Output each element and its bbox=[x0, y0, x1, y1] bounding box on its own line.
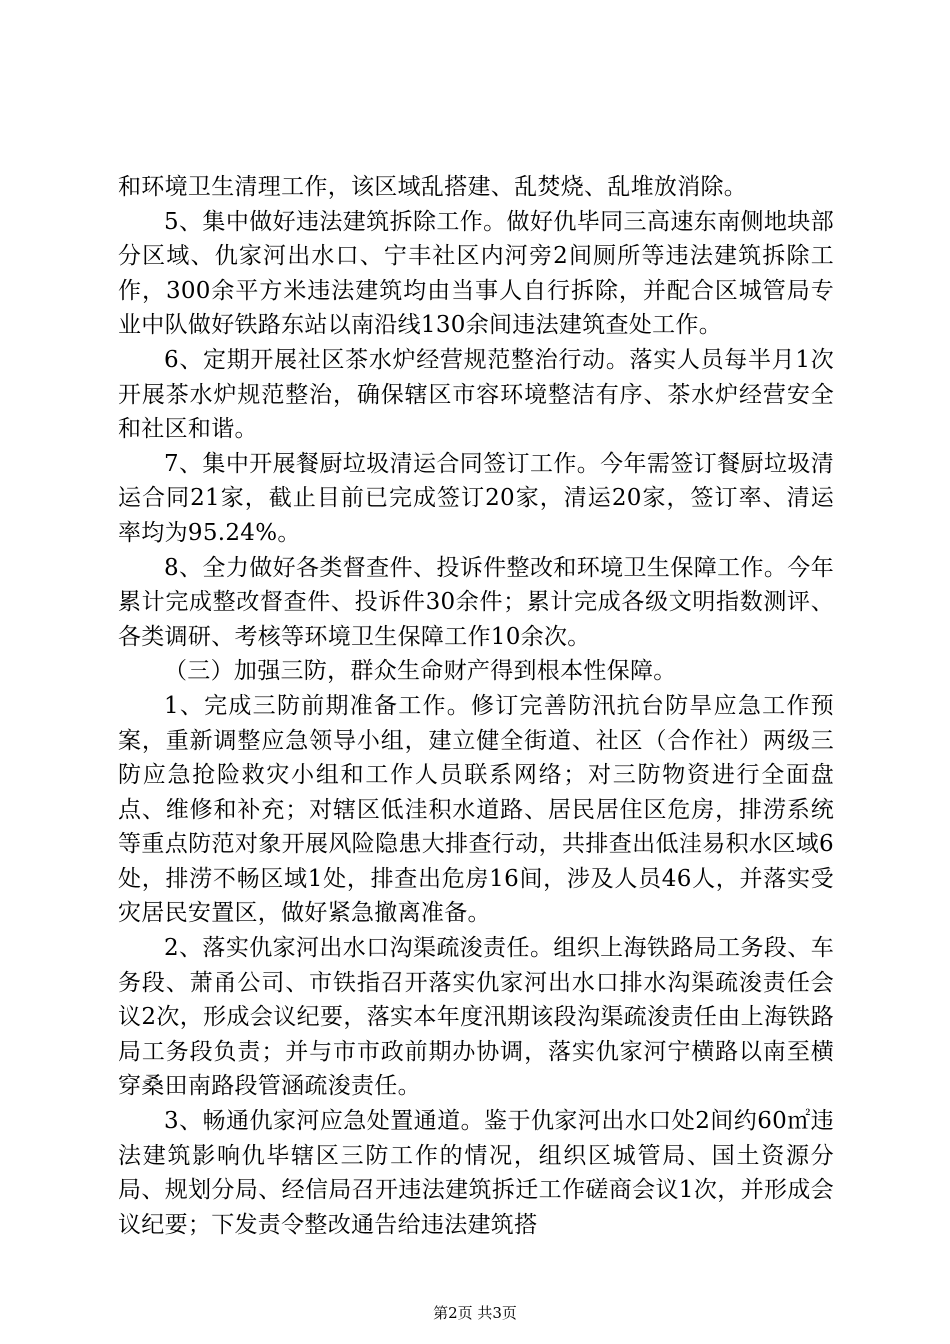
paragraph-item-2: 2、落实仇家河出水口沟渠疏浚责任。组织上海铁路局工务段、车务段、萧甬公司、市铁指召开落实仇家河出水口排水沟渠疏浚责任会议2次，形成会议纪要，落实本年度汛期该段沟渠疏浚责任由上海铁路局工务段负责；并与市市政前期办协调，落实仇家河宁横路以南至横穿桑田南路段管涵疏浚责任。 bbox=[118, 935, 834, 1100]
paragraph-item-8: 8、全力做好各类督查件、投诉件整改和环境卫生保障工作。今年累计完成整改督查件、投诉件30余件；累计完成各级文明指数测评、各类调研、考核等环境卫生保障工作10余次。 bbox=[118, 554, 834, 650]
paragraph-item-5: 5、集中做好违法建筑拆除工作。做好仇毕同三高速东南侧地块部分区域、仇家河出水口、宁丰社区内河旁2间厕所等违法建筑拆除工作，300余平方米违法建筑均由当事人自行拆除，并配合区城管局专业中队做好铁路东站以南沿线130余间违法建筑查处工作。 bbox=[118, 208, 834, 339]
page-footer bbox=[0, 1303, 950, 1323]
paragraph-item-3: 3、畅通仇家河应急处置通道。鉴于仇家河出水口处2间约60㎡违法建筑影响仇毕辖区三防工作的情况，组织区城管局、国土资源分局、规划分局、经信局召开违法建筑拆迁工作磋商会议1次，并形成会议纪要；下发责令整改通告给违法建筑搭 bbox=[118, 1108, 834, 1238]
paragraph-continuation: 和环境卫生清理工作，该区域乱搭建、乱焚烧、乱堆放消除。 bbox=[118, 174, 748, 200]
page-number: 第2页 共3页 bbox=[433, 1304, 517, 1322]
paragraph-item-7: 7、集中开展餐厨垃圾清运合同签订工作。今年需签订餐厨垃圾清运合同21家，截止目前已完成签订20家，清运20家，签订率、清运率均为95.24%。 bbox=[118, 450, 834, 546]
paragraph-item-6: 6、定期开展社区茶水炉经营规范整治行动。落实人员每半月1次开展茶水炉规范整治，确保辖区市容环境整洁有序、茶水炉经营安全和社区和谐。 bbox=[118, 346, 834, 443]
paragraph-item-1: 1、完成三防前期准备工作。修订完善防汛抗台防旱应急工作预案，重新调整应急领导小组，建立健全街道、社区（合作社）两级三防应急抢险救灾小组和工作人员联系网络；对三防物资进行全面盘点、维修和补充；对辖区低洼积水道路、居民居住区危房，排涝系统等重点防范对象开展风险隐患大排查行动，共排查出低洼易积水区域6处，排涝不畅区域1处，排查出危房16间，涉及人员46人，并落实受灾居民安置区，做好紧急撤离准备。 bbox=[118, 692, 834, 927]
body-text bbox=[118, 170, 834, 1242]
section-heading-3: （三）加强三防，群众生命财产得到根本性保障。 bbox=[164, 658, 677, 685]
